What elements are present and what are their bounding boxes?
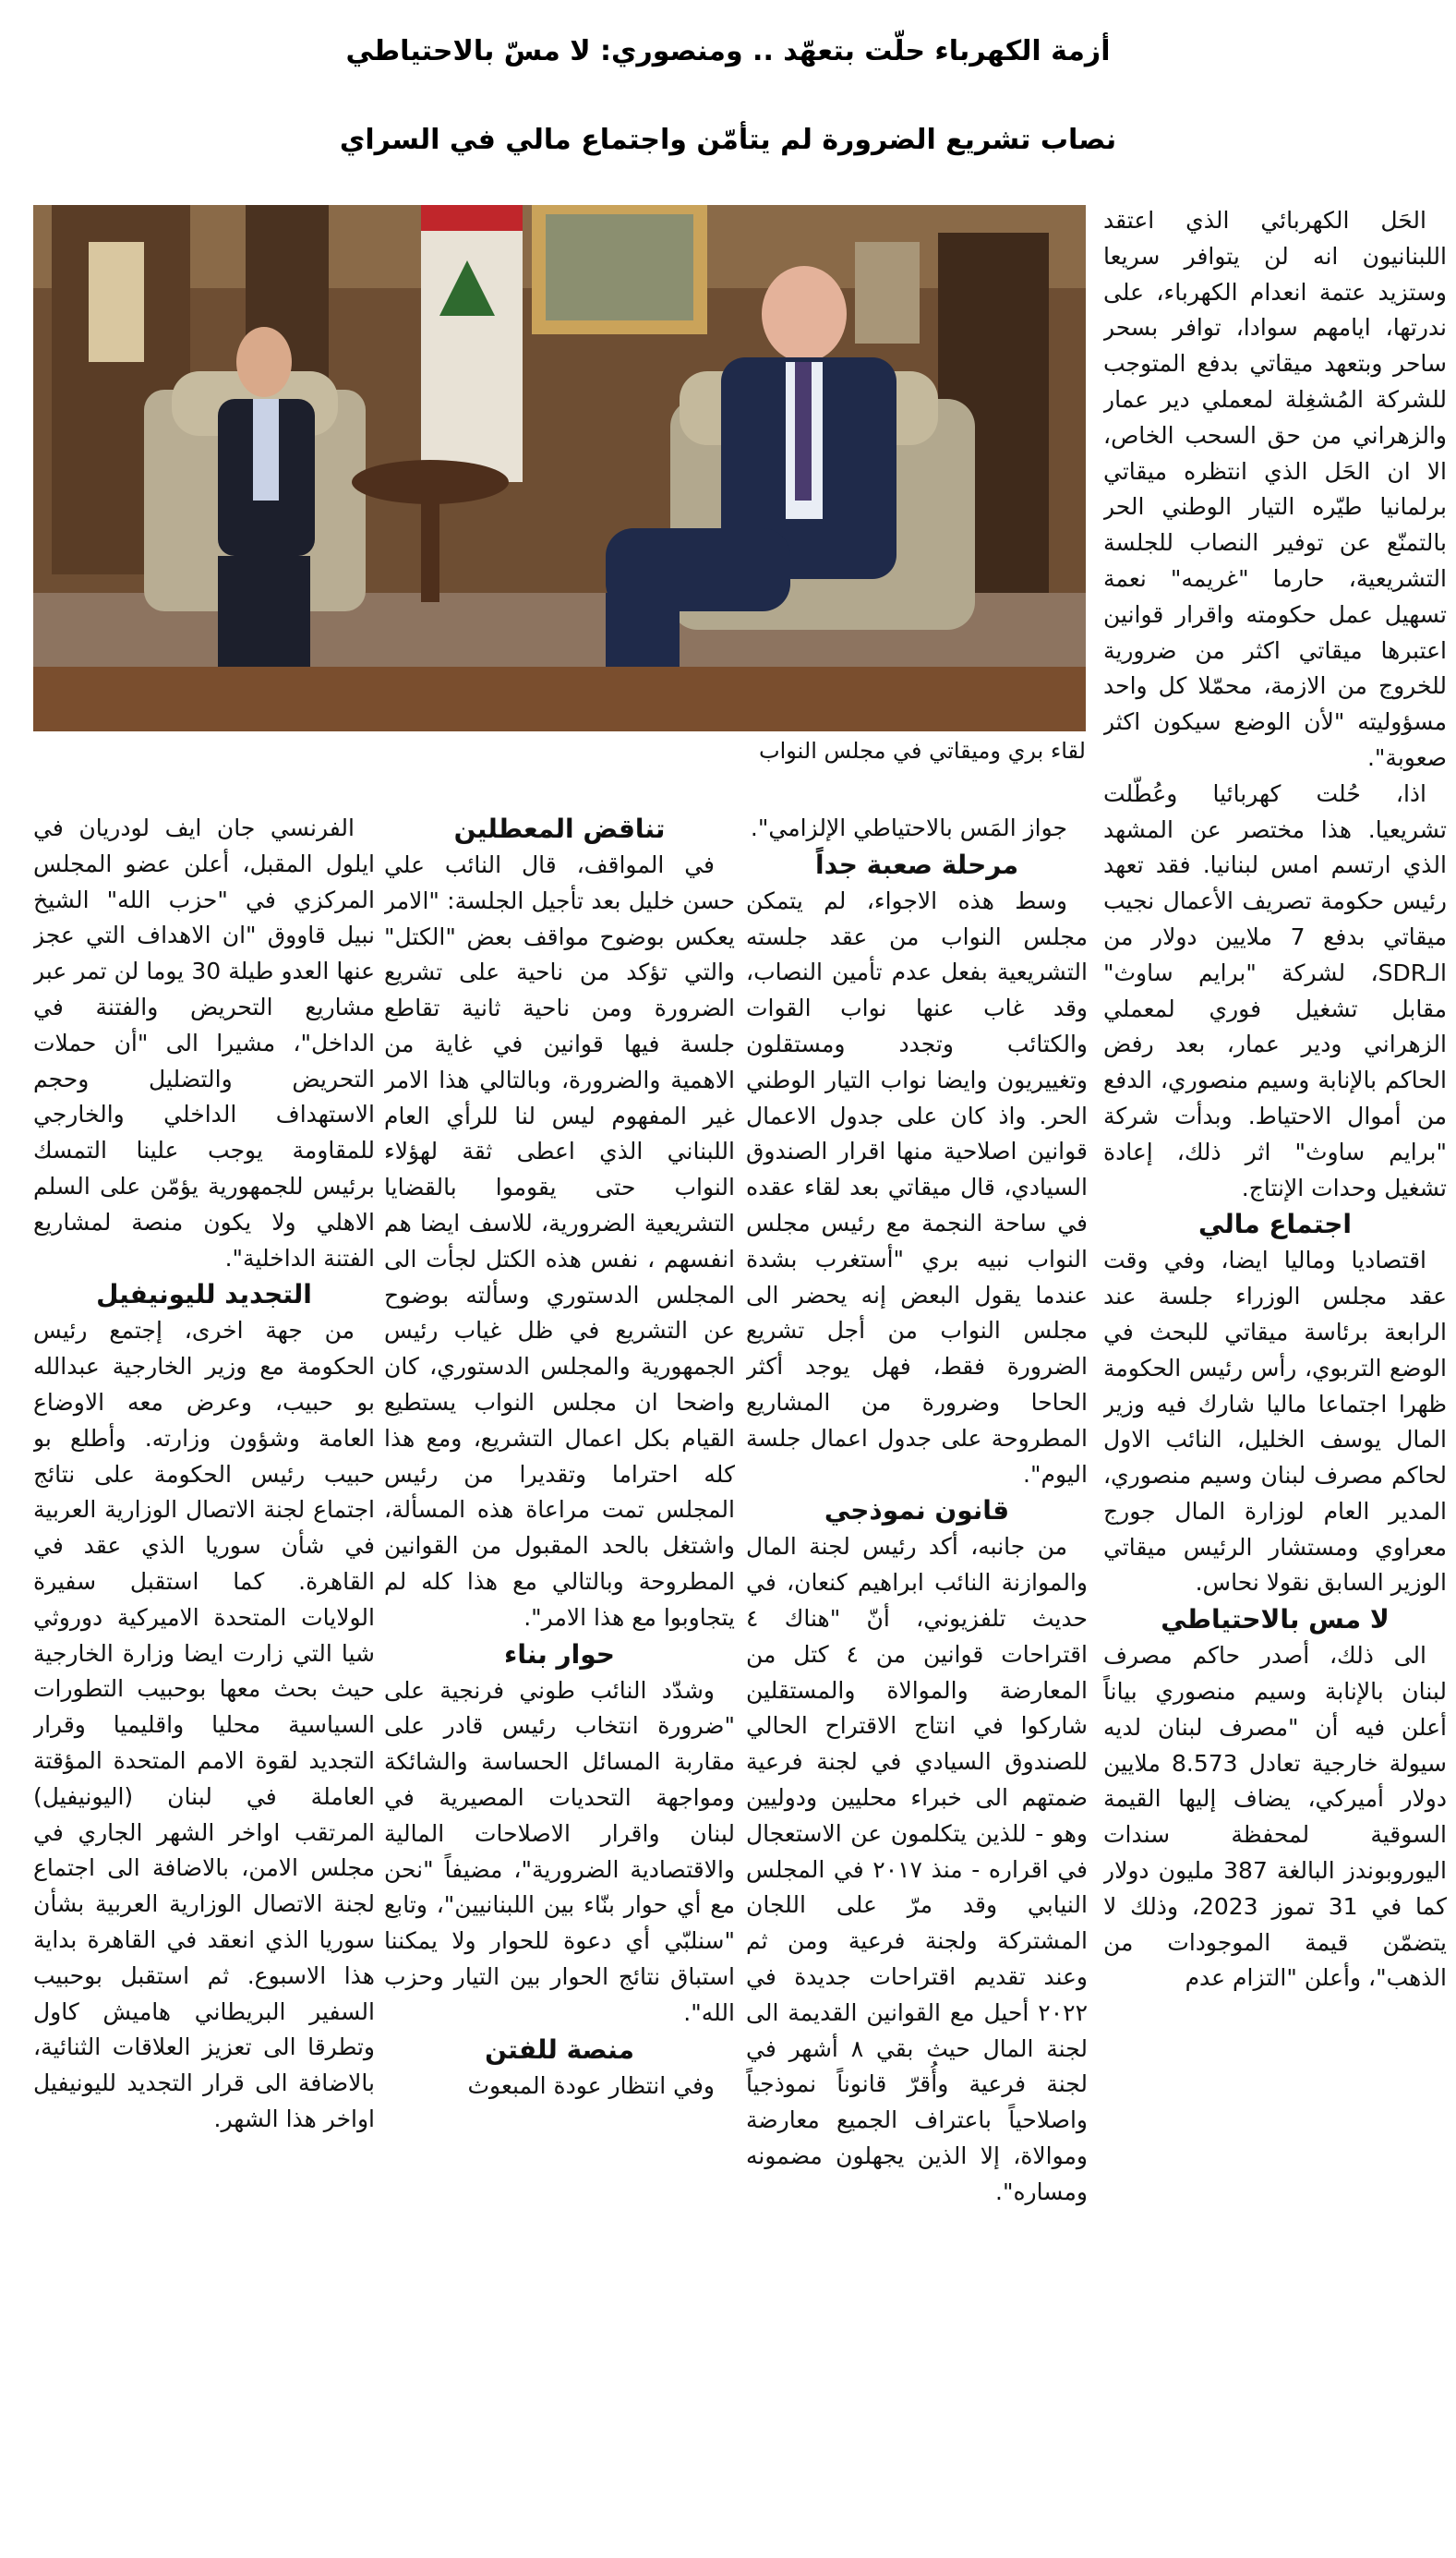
headline-line-1: أزمة الكهرباء حلّت بتعهّد .. ومنصوري: لا مسّ بالاحتياطي bbox=[345, 35, 1111, 67]
subheading: تناقض المعطلين bbox=[453, 814, 666, 844]
subheading: التجديد لليونيفيل bbox=[96, 1279, 312, 1310]
article-column-3 bbox=[746, 811, 1088, 2556]
subheading: قانون نموذجي bbox=[824, 1495, 1010, 1526]
paragraph: جواز المَس بالاحتياطي الإلزامي". bbox=[750, 814, 1067, 841]
paragraph: وسط هذه الاجواء، لم يتمكن مجلس النواب من عقد جلسته التشريعية بفعل عدم تأمين النصاب، وقد غاب عنها نواب القوات والكتائب وتجدد ومستقلون وتغييريون وايضا نواب التيار الوطني الحر. واذ كان على جدول الاعمال قوانين اصلاحية منها اقرار الصندوق السيادي، قال ميقاتي بعد لقاء عقده في ساحة النجمة مع رئيس مجلس النواب نبيه بري "أستغرب بشدة عندما يقول البعض إنه يحضر الى مجلس النواب من أجل تشريع الضرورة فقط، فهل يوجد أكثر الحاحا وضرورة من المشاريع المطروحة على جدول اعمال جلسة اليوم". bbox=[746, 887, 1088, 1488]
subheading: مرحلة صعبة جداً bbox=[814, 849, 1019, 880]
paragraph: الحَل الكهربائي الذي اعتقد اللبنانيون انه لن يتوافر سريعا وستزيد عتمة انعدام الكهرباء، على ندرتها، ايامهم سوادا، توافر بسحر ساحر وبتعهد ميقاتي بدفع المتوجب للشركة المُشغِلة لمعملي دير عمار والزهراني من حق السحب الخاص، الا ان الحَل الذي انتظره ميقاتي برلمانيا طيّره التيار الوطني الحر بالتمنّع عن توفير النصاب للجلسة التشريعية، حارما "غريمه" نعمة تسهيل عمل حكومته واقرار قوانين اعتبرها ميقاتي اكثر من ضرورية للخروج من الازمة، محمّلا كل واحد مسؤوليته "لأن الوضع سيكون اكثر صعوبة". bbox=[1103, 207, 1447, 771]
subheading: اجتماع مالي bbox=[1197, 1209, 1353, 1240]
subheading: لا مس بالاحتياطي bbox=[1161, 1604, 1390, 1635]
headline bbox=[0, 7, 1456, 185]
headline-line-2: نصاب تشريع الضرورة لم يتأمّن واجتماع مالي في السراي bbox=[339, 124, 1117, 156]
paragraph: الى ذلك، أصدر حاكم مصرف لبنان بالإنابة وسيم منصوري بياناً أعلن فيه أن "مصرف لبنان لديه سيولة خارجية تعادل 8.573 ملايين دولار أميركي، يضاف إليها القيمة السوقية لمحفظة سندات اليوروبوندز البالغة 387 مليون دولار كما في 31 تموز 2023، وذلك لا يتضمّن قيمة الموجودات من الذهب"، وأعلن "التزام عدم bbox=[1103, 1642, 1447, 1992]
article-column-1 bbox=[33, 811, 375, 2556]
paragraph: الفرنسي جان ايف لودريان في ايلول المقبل، أعلن عضو المجلس المركزي في "حزب الله" الشيخ نبيل قاووق "ان الاهداف التي عجز عنها العدو طيلة 30 يوما لن تمر عبر مشاريع التحريض والفتنة في الداخل"، مشيرا الى "أن حملات التحريض والتضليل وحجم الاستهداف الداخلي والخارجي للمقاومة يوجب علينا التمسك برئيس للجمهورية يؤمّن على السلم الاهلي ولا يكون منصة لمشاريع الفتنة الداخلية". bbox=[33, 814, 375, 1272]
photo-caption: لقاء بري وميقاتي في مجلس النواب bbox=[759, 738, 1086, 764]
paragraph: من جهة اخرى، إجتمع رئيس الحكومة مع وزير الخارجية عبدالله بو حبيب، وعرض معه الاوضاع العامة وشؤون وزارته. وأطلع بو حبيب رئيس الحكومة على نتائج اجتماع لجنة الاتصال الوزارية العربية في شأن سوريا الذي عقد في القاهرة. كما استقبل سفيرة الولايات المتحدة الاميركية دوروثي شيا التي زارت ايضا وزارة الخارجية حيث بحث معها بوحبيب التطورات السياسية محليا واقليميا وقرار التجديد لقوة الامم المتحدة المؤقتة العاملة في لبنان (اليونيفيل) المرتقب اواخر الشهر الجاري في مجلس الامن، بالاضافة الى اجتماع لجنة الاتصال الوزارية العربية بشأن سوريا الذي انعقد في القاهرة بداية هذا الاسبوع. ثم استقبل بوحبيب السفير البريطاني هاميش كاول وتطرقا الى تعزيز العلاقات الثنائية، بالاضافة الى قرار التجديد لليونيفيل اواخر هذا الشهر. bbox=[33, 1317, 375, 2132]
paragraph: اقتصاديا وماليا ايضا، وفي وقت عقد مجلس الوزراء جلسة عند الرابعة برئاسة ميقاتي للبحث في الوضع التربوي، رأس رئيس الحكومة ظهرا اجتماعا ماليا شارك فيه وزير المال يوسف الخليل، النائب الاول لحاكم مصرف لبنان وسيم منصوري، المدير العام لوزارة المال جورج معراوي ومستشار الرئيس ميقاتي الوزير السابق نقولا نحاس. bbox=[1103, 1247, 1447, 1597]
paragraph: وشدّد النائب طوني فرنجية على "ضرورة انتخاب رئيس قادر على مقاربة المسائل الحساسة والشائكة ومواجهة التحديات المصيرية في لبنان واقرار الاصلاحات المالية والاقتصادية الضرورية"، مضيفاً "نحن مع أي حوار بنّاء بين اللبنانيين"، وتابع "سنلبّي أي دعوة للحوار ولا يمكننا استباق نتائج الحوار بين التيار وحزب الله". bbox=[384, 1676, 735, 2026]
paragraph: في المواقف، قال النائب علي حسن خليل بعد تأجيل الجلسة: "الامر يعكس بوضوح مواقف بعض "الكتل" والتي تؤكد من ناحية على تشريع الضرورة ومن ناحية ثانية تقاطع جلسة فيها قوانين في غاية من الاهمية والضرورة، وبالتالي هذا الامر غير المفهوم ليس لنا للرأي العام اللبناني الذي اعطى ثقة لهؤلاء النواب حتى يقوموا بالقضايا التشريعية الضرورية، للاسف ايضا هم انفسهم ، نفس هذه الكتل لجأت الى المجلس الدستوري وسألته بوضوح عن التشريع في ظل غياب رئيس الجمهورية والمجلس الدستوري، كان واضحا ان مجلس النواب يستطيع القيام بكل اعمال التشريع، ومع هذا كله احتراما وتقديرا من رئيس المجلس تمت مراعاة هذه المسألة، واشتغل بالحد المقبول من القوانين المطروحة وبالتالي مع هذا كله لم يتجاوبوا مع هذا الامر". bbox=[384, 851, 735, 1631]
subheading: منصة للفتن bbox=[485, 2033, 634, 2065]
news-photo bbox=[33, 205, 1086, 731]
article-column-2 bbox=[384, 811, 735, 2556]
meeting-photo-illustration bbox=[33, 205, 1086, 731]
article-column-right bbox=[1103, 203, 1447, 2553]
paragraph: اذا، حُلت كهربائيا وعُطّلت تشريعيا. هذا مختصر عن المشهد الذي ارتسم امس لبنانيا. فقد تعهد رئيس حكومة تصريف الأعمال نجيب ميقاتي بدفع 7 ملايين دولار من الـSDR، لشركة "برايم ساوث" مقابل تشغيل فوري لمعملي الزهراني ودير عمار، بعد رفض الحاكم بالإنابة وسيم منصوري، الدفع من أموال الاحتياط. وبدأت شركة "برايم ساوث" اثر ذلك، إعادة تشغيل وحدات الإنتاج. bbox=[1103, 779, 1447, 1201]
paragraph: وفي انتظار عودة المبعوث bbox=[467, 2071, 715, 2099]
subheading: حوار بناء bbox=[504, 1638, 615, 1670]
paragraph: من جانبه، أكد رئيس لجنة المال والموازنة النائب ابراهيم كنعان، في حديث تلفزيوني، أنّ "هناك ٤ اقتراحات قوانين من ٤ كتل من المعارضة والموالاة والمستقلين شاركوا في انتاج الاقتراح الحالي للصندوق السيادي في لجنة فرعية ضمتهم الى خبراء محليين ودوليين وهو - للذين يتكلمون عن الاستعجال في اقراره - منذ ٢٠١٧ في المجلس النيابي وقد مرّ على اللجان المشتركة ولجنة فرعية ومن ثم وعند تقديم اقتراحات جديدة في ٢٠٢٢ أحيل مع القوانين القديمة الى لجنة المال حيث بقي ٨ أشهر في لجنة فرعية وأُقرّ قانوناً نموذجياً واصلاحياً باعتراف الجميع معارضة وموالاة، إلا الذين يجهلون مضمونه ومساره". bbox=[746, 1533, 1088, 2205]
